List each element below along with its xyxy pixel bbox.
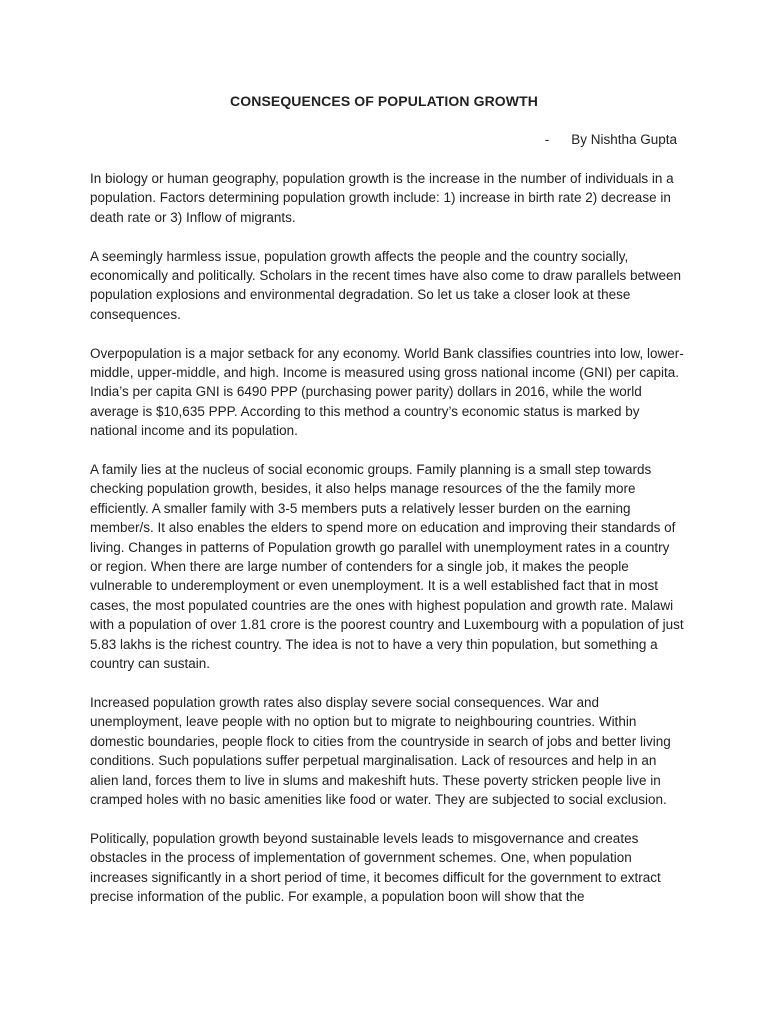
paragraph: Politically, population growth beyond sustainable levels leads to misgovernance and creates obstacles in the process of implementation of government schemes. One, when population increases significantly in a short period of time, it becomes difficult for the government to extract precise information of the public. For example, a population boon will show that the xyxy=(90,830,661,904)
paragraph: Overpopulation is a major setback for any economy. World Bank classifies countries into low, lower-middle, upper-middle, and high. Income is measured using gross national income (GNI) per capita. India’s per capita GNI is 6490 PPP (purchasing power parity) dollars in 2016, while the world average is $10,635 PPP. According to this method a country’s economic status is marked by national income and its population. xyxy=(90,345,684,439)
paragraph: In biology or human geography, population growth is the increase in the number of individuals in a population. Factors determining population growth include: 1) increase in birth rate 2) decrease in death rate or 3) Inflow of migrants. xyxy=(90,171,674,225)
byline-dash: - xyxy=(544,132,550,147)
document-body xyxy=(90,169,685,926)
document-title: CONSEQUENCES OF POPULATION GROWTH xyxy=(230,93,538,109)
paragraph: A family lies at the nucleus of social economic groups. Family planning is a small step towards checking population growth, besides, it also helps manage resources of the the family more efficiently. A smaller family with 3-5 members puts a relatively lesser burden on the earning member/s. It also enables the elders to spend more on education and improving their standards of living. Changes in patterns of Population growth go parallel with unemployment rates in a country or region. When there are large number of contenders for a single job, it makes the people vulnerable to underemployment or even unemployment. It is a well established fact that in most cases, the most populated countries are the ones with highest population and growth rate. Malawi with a population of over 1.81 crore is the poorest country and Luxembourg with a population of just 5.83 lakhs is the richest country. The idea is not to have a very thin population, but something a country can sustain. xyxy=(90,462,684,672)
paragraph: Increased population growth rates also display severe social consequences. War and unemployment, leave people with no option but to migrate to neighbouring countries. Within domestic boundaries, people flock to cities from the countryside in search of jobs and better living conditions. Such populations suffer perpetual marginalisation. Lack of resources and help in an alien land, forces them to live in slums and makeshift huts. These poverty stricken people live in cramped holes with no basic amenities like food or water. They are subjected to social exclusion. xyxy=(90,694,671,807)
paragraph: A seemingly harmless issue, population growth affects the people and the country socially, economically and politically. Scholars in the recent times have also come to draw parallels between population explosions and environmental degradation. So let us take a closer look at these consequences. xyxy=(90,248,682,322)
byline xyxy=(545,132,677,147)
byline-author: By Nishtha Gupta xyxy=(571,132,677,147)
